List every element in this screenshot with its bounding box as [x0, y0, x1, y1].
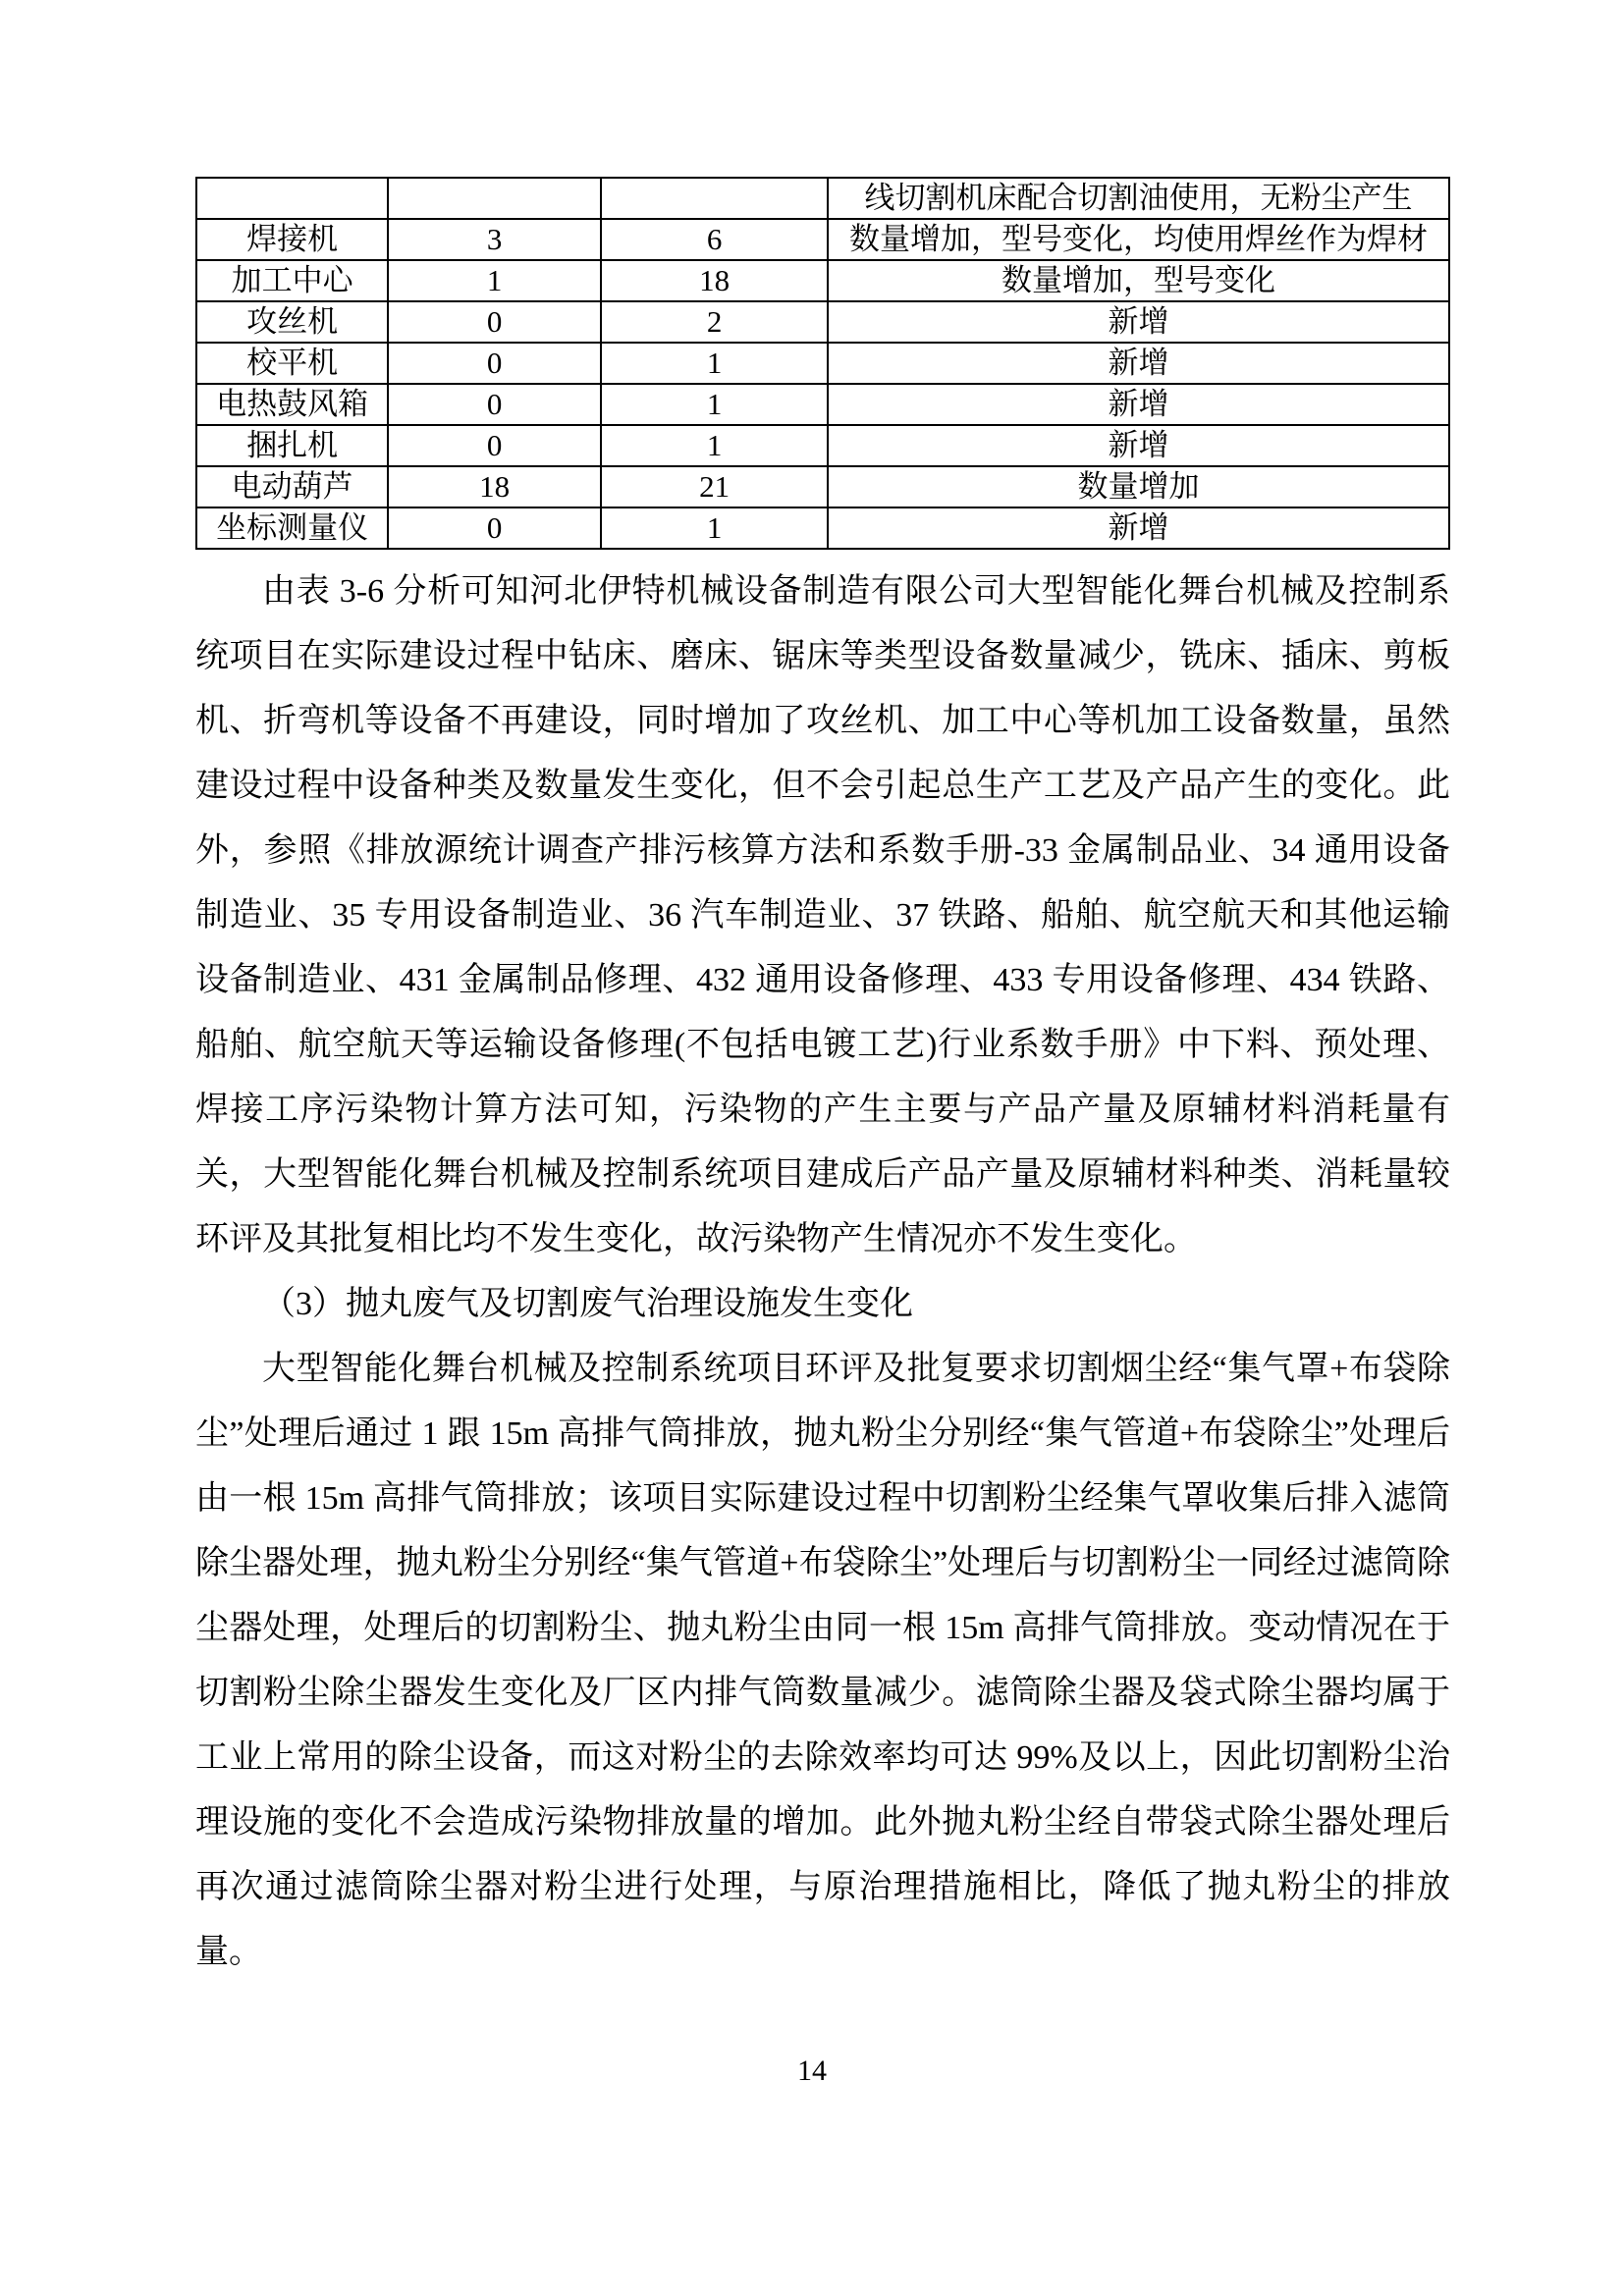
table-cell: 0	[388, 301, 601, 343]
table-cell: 18	[601, 260, 828, 301]
table-cell: 2	[601, 301, 828, 343]
table-cell: 坐标测量仪	[196, 507, 388, 549]
page-content	[195, 177, 1450, 1985]
table-cell: 18	[388, 466, 601, 507]
table-cell: 新增	[828, 343, 1449, 384]
table-cell: 0	[388, 507, 601, 549]
table-cell: 数量增加，型号变化	[828, 260, 1449, 301]
table-cell: 数量增加，型号变化，均使用焊丝作为焊材	[828, 219, 1449, 260]
table-cell: 1	[601, 384, 828, 425]
table-cell: 攻丝机	[196, 301, 388, 343]
table-row	[196, 260, 1449, 301]
table-cell: 0	[388, 425, 601, 466]
table-cell: 加工中心	[196, 260, 388, 301]
table-cell: 3	[388, 219, 601, 260]
table-row	[196, 425, 1449, 466]
table-cell: 焊接机	[196, 219, 388, 260]
table-cell: 1	[601, 343, 828, 384]
table-cell: 0	[388, 384, 601, 425]
table-cell: 1	[601, 425, 828, 466]
table-cell: 0	[388, 343, 601, 384]
subheading-item-3: （3）抛丸废气及切割废气治理设施发生变化	[262, 1286, 913, 1322]
table-row	[196, 301, 1449, 343]
table-cell: 新增	[828, 425, 1449, 466]
paragraph-device-analysis: 由表 3-6 分析可知河北伊特机械设备制造有限公司大型智能化舞台机械及控制系统项目在实际建设过程中钻床、磨床、锯床等类型设备数量减少，铣床、插床、剪板机、折弯机等设备不再建设，同时增加了攻丝机、加工中心等机加工设备数量，虽然建设过程中设备种类及数量发生变化，但不会引起总生产工艺及产品产生的变化。此外，参照《排放源统计调查产排污核算方法和系数手册-33 金属制品业、34 通用设备制造业、35 专用设备制造业、36 汽车制造业、37 铁路、船舶、航空航天和其他运输设备制造业、431 金属制品修理、432 通用设备修理、433 专用设备修理、434 铁路、船舶、航空航天等运输设备修理(不包括电镀工艺)行业系数手册》中下料、预处理、焊接工序污染物计算方法可知，污染物的产生主要与产品产量及原辅材料消耗量有关，大型智能化舞台机械及控制系统项目建成后产品产量及原辅材料种类、消耗量较环评及其批复相比均不发生变化，故污染物产生情况亦不发生变化。	[195, 573, 1450, 1257]
paragraph-dust-treatment: 大型智能化舞台机械及控制系统项目环评及批复要求切割烟尘经“集气罩+布袋除尘”处理后通过 1 跟 15m 高排气筒排放，抛丸粉尘分别经“集气管道+布袋除尘”处理后由一根 15m 高排气筒排放；该项目实际建设过程中切割粉尘经集气罩收集后排入滤筒除尘器处理，抛丸粉尘分别经“集气管道+布袋除尘”处理后与切割粉尘一同经过滤筒除尘器处理，处理后的切割粉尘、抛丸粉尘由同一根 15m 高排气筒排放。变动情况在于切割粉尘除尘器发生变化及厂区内排气筒数量减少。滤筒除尘器及袋式除尘器均属于工业上常用的除尘设备，而这对粉尘的去除效率均可达 99%及以上，因此切割粉尘治理设施的变化不会造成污染物排放量的增加。此外抛丸粉尘经自带袋式除尘器处理后再次通过滤筒除尘器对粉尘进行处理，与原治理措施相比，降低了抛丸粉尘的排放量。	[195, 1351, 1450, 1970]
table-row	[196, 219, 1449, 260]
table-cell: 6	[601, 219, 828, 260]
table-row	[196, 384, 1449, 425]
table-cell: 新增	[828, 301, 1449, 343]
table-row	[196, 507, 1449, 549]
table-cell: 捆扎机	[196, 425, 388, 466]
table-cell: 21	[601, 466, 828, 507]
table-cell: 电热鼓风箱	[196, 384, 388, 425]
table-cell: 数量增加	[828, 466, 1449, 507]
equipment-change-table	[195, 177, 1450, 550]
table-cell: 线切割机床配合切割油使用，无粉尘产生	[828, 178, 1449, 219]
table-cell: 电动葫芦	[196, 466, 388, 507]
table-row	[196, 343, 1449, 384]
table-cell: 1	[601, 507, 828, 549]
table-row	[196, 178, 1449, 219]
equipment-table-body	[196, 178, 1449, 549]
table-cell: 1	[388, 260, 601, 301]
table-cell: 校平机	[196, 343, 388, 384]
table-cell: 新增	[828, 507, 1449, 549]
table-cell	[388, 178, 601, 219]
page-number: 14	[797, 2055, 827, 2087]
table-cell: 新增	[828, 384, 1449, 425]
table-row	[196, 466, 1449, 507]
table-cell	[196, 178, 388, 219]
table-cell	[601, 178, 828, 219]
